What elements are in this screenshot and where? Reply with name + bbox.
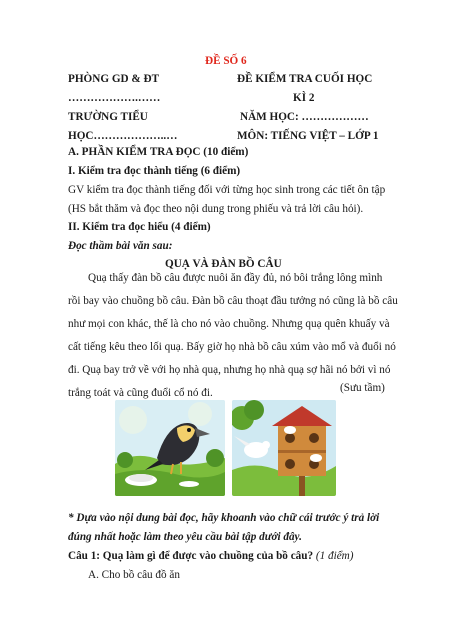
question1 <box>68 549 353 563</box>
part1-heading: I. Kiểm tra đọc thành tiếng (6 điểm) <box>68 165 241 177</box>
question1-option-a: A. Cho bồ câu đồ ăn <box>88 569 180 581</box>
question1-text: Câu 1: Quạ làm gì để được vào chuồng của bồ câu? <box>68 550 314 562</box>
header-left-line3: TRƯỜNG TIỂU <box>68 111 148 123</box>
crow-on-grass-icon <box>115 400 225 496</box>
story-line-6: trắng toát và cũng đuổi cổ nó đi. <box>68 387 213 399</box>
header-right-line2: KÌ 2 <box>293 92 315 104</box>
section-a-heading: A. PHẦN KIỂM TRA ĐỌC (10 điểm) <box>68 146 249 158</box>
header-right-line1: ĐỀ KIỂM TRA CUỐI HỌC <box>237 73 373 85</box>
story-title: QUẠ VÀ ĐÀN BỒ CÂU <box>165 258 282 270</box>
header-left-line4: HỌC………………..… <box>68 130 178 142</box>
directions-line1: * Dựa vào nội dung bài đọc, hãy khoanh vào chữ cái trước ý trả lời <box>68 512 380 524</box>
part1-text-line1: GV kiểm tra đọc thành tiếng đối với từng học sinh trong các tiết ôn tập <box>68 184 386 196</box>
part2-instruction: Đọc thầm bài văn sau: <box>68 240 173 252</box>
story-line-4: cất tiếng kêu theo lối quạ. Bấy giờ họ nhà bồ câu xúm vào mổ và đuổi nó <box>68 341 396 353</box>
header-right-line4: MÔN: TIẾNG VIỆT – LỚP 1 <box>237 130 379 142</box>
part1-text-line2: (HS bắt thăm và đọc theo nội dung trong phiếu và trả lời câu hỏi). <box>68 203 364 215</box>
exam-number: ĐỀ SỐ 6 <box>205 55 247 67</box>
directions-line2: đúng nhất hoặc làm theo yêu cầu bài tập dưới đây. <box>68 531 302 543</box>
story-line-2: rồi bay vào chuồng bồ câu. Đàn bồ câu thoạt đầu tưởng nó cũng là bồ câu <box>68 295 398 307</box>
story-line-5: đi. Quạ bay trở về với họ nhà quạ, nhưng họ nhà quạ sợ hãi nó bởi vì nó <box>68 364 391 376</box>
story-source: (Sưu tầm) <box>340 382 385 394</box>
part2-heading: II. Kiểm tra đọc hiểu (4 điểm) <box>68 221 211 233</box>
story-line-1: Quạ thấy đàn bồ câu được nuôi ăn đầy đủ, nó bôi trắng lông mình <box>88 272 383 284</box>
header-left-line1: PHÒNG GD & ĐT <box>68 73 160 85</box>
question1-points: (1 điểm) <box>315 550 354 562</box>
header-right-line3: NĂM HỌC: ……………… <box>240 111 369 123</box>
story-line-3: như mọi con khác, thế là cho nó vào chuồng. Nhưng quạ quên khuấy và <box>68 318 390 330</box>
dovecote-illustration <box>232 400 336 496</box>
dovecote-with-doves-icon <box>232 400 336 496</box>
header-left-line2: ……………….…… <box>68 92 161 104</box>
crow-illustration <box>115 400 225 496</box>
